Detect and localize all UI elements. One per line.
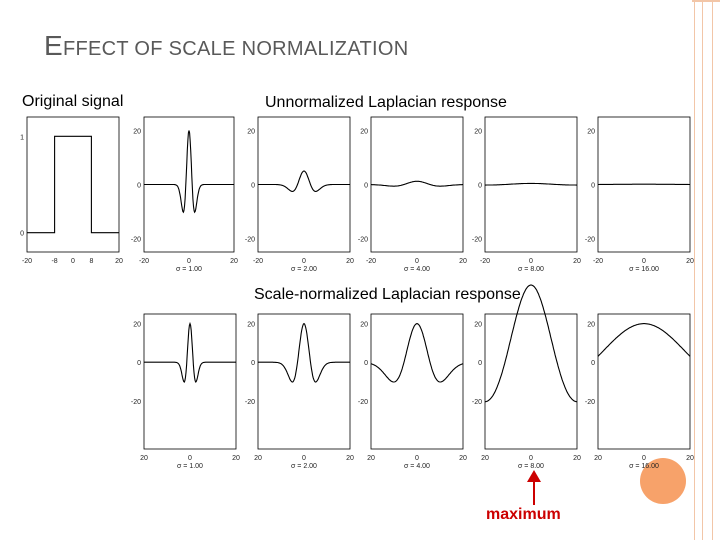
plot-unnormalized-3 xyxy=(358,117,467,273)
y-tick-label: 20 xyxy=(133,321,141,329)
sigma-label: σ = 8.00 xyxy=(518,463,544,470)
y-tick-label: 0 xyxy=(137,182,141,190)
plot-frame xyxy=(371,314,463,449)
y-tick-label: -20 xyxy=(584,398,595,406)
plot-normalized-8 xyxy=(358,314,467,470)
x-tick-label: 20 xyxy=(686,258,694,265)
y-tick-label: 20 xyxy=(474,128,482,136)
y-tick-label: 0 xyxy=(478,182,482,190)
x-tick-label: 20 xyxy=(459,455,467,462)
x-tick-label: 0 xyxy=(642,258,646,265)
x-tick-label: -20 xyxy=(365,258,377,265)
x-tick-label: 0 xyxy=(529,258,533,265)
x-tick-label: 20 xyxy=(254,455,262,462)
y-tick-label: 0 xyxy=(591,360,595,368)
y-tick-label: -20 xyxy=(357,236,368,244)
x-tick-label: 8 xyxy=(89,258,94,265)
x-tick-label: 0 xyxy=(642,455,646,462)
x-tick-label: 0 xyxy=(529,455,533,462)
y-tick-label: -20 xyxy=(471,398,482,406)
y-tick-label: 20 xyxy=(247,128,255,136)
y-tick-label: -20 xyxy=(244,398,255,406)
sigma-label: σ = 16.00 xyxy=(629,463,659,470)
x-tick-label: 20 xyxy=(367,455,375,462)
x-tick-label: 20 xyxy=(232,455,240,462)
y-tick-label: -20 xyxy=(584,236,595,244)
x-tick-label: 0 xyxy=(302,258,306,265)
sigma-label: σ = 1.00 xyxy=(177,463,203,470)
x-tick-label: 20 xyxy=(481,455,489,462)
x-tick-label: -20 xyxy=(21,258,33,265)
original-signal-caption: Original signal xyxy=(22,93,124,110)
x-tick-label: 20 xyxy=(594,455,602,462)
plot-normalized-6 xyxy=(131,314,240,470)
y-tick-label: 0 xyxy=(364,360,368,368)
plot-frame xyxy=(598,314,690,449)
x-tick-label: -8 xyxy=(51,258,58,265)
maximum-arrowhead xyxy=(527,470,541,482)
plot-normalized-9 xyxy=(472,285,581,470)
sigma-label: σ = 4.00 xyxy=(404,266,430,273)
slide-title-rest: FFECT OF SCALE NORMALIZATION xyxy=(62,38,409,60)
y-tick-label: -20 xyxy=(130,236,141,244)
y-tick-label: -20 xyxy=(244,236,255,244)
slide-title-initial: E xyxy=(44,30,63,61)
y-tick-label: 0 xyxy=(364,182,368,190)
plot-frame xyxy=(27,117,119,252)
y-tick-label: 0 xyxy=(478,360,482,368)
sigma-label: σ = 1.00 xyxy=(176,266,202,273)
plot-normalized-7 xyxy=(245,314,354,470)
x-tick-label: -20 xyxy=(592,258,604,265)
x-tick-label: 0 xyxy=(415,258,419,265)
x-tick-label: 0 xyxy=(302,455,306,462)
x-tick-label: 20 xyxy=(686,455,694,462)
y-tick-label: 20 xyxy=(247,321,255,329)
y-tick-label: 20 xyxy=(587,128,595,136)
x-tick-label: -20 xyxy=(138,258,150,265)
plot-frame xyxy=(258,314,350,449)
x-tick-label: 0 xyxy=(188,455,192,462)
plot-unnormalized-2 xyxy=(245,117,354,273)
x-tick-label: 20 xyxy=(115,258,123,265)
y-tick-label: 20 xyxy=(587,321,595,329)
plot-original-0 xyxy=(20,117,123,265)
sigma-label: σ = 4.00 xyxy=(404,463,430,470)
y-tick-label: 0 xyxy=(137,360,141,368)
y-tick-label: 20 xyxy=(474,321,482,329)
x-tick-label: -20 xyxy=(252,258,264,265)
x-tick-label: 20 xyxy=(573,455,581,462)
x-tick-label: 0 xyxy=(71,258,75,265)
y-tick-label: -20 xyxy=(130,398,141,406)
y-tick-label: 1 xyxy=(20,134,24,142)
plot-unnormalized-1 xyxy=(131,117,238,273)
plot-unnormalized-4 xyxy=(472,117,581,273)
y-tick-label: -20 xyxy=(357,398,368,406)
sigma-label: σ = 2.00 xyxy=(291,266,317,273)
sigma-label: σ = 16.00 xyxy=(629,266,659,273)
plot-normalized-10 xyxy=(585,314,694,470)
y-tick-label: 20 xyxy=(360,128,368,136)
y-tick-label: 0 xyxy=(591,182,595,190)
normalized-caption: Scale-normalized Laplacian response xyxy=(254,286,521,303)
x-tick-label: 20 xyxy=(140,455,148,462)
x-tick-label: 20 xyxy=(459,258,467,265)
y-tick-label: -20 xyxy=(471,236,482,244)
sigma-label: σ = 2.00 xyxy=(291,463,317,470)
y-tick-label: 20 xyxy=(360,321,368,329)
maximum-label: maximum xyxy=(486,506,561,523)
x-tick-label: 20 xyxy=(230,258,238,265)
x-tick-label: -20 xyxy=(479,258,491,265)
x-tick-label: 20 xyxy=(346,455,354,462)
sigma-label: σ = 8.00 xyxy=(518,266,544,273)
y-tick-label: 0 xyxy=(251,182,255,190)
x-tick-label: 20 xyxy=(346,258,354,265)
y-tick-label: 20 xyxy=(133,128,141,136)
plot-frame xyxy=(371,117,463,252)
plot-unnormalized-5 xyxy=(585,117,694,273)
y-tick-label: 0 xyxy=(20,230,24,238)
x-tick-label: 20 xyxy=(573,258,581,265)
y-tick-label: 0 xyxy=(251,360,255,368)
x-tick-label: 0 xyxy=(415,455,419,462)
unnormalized-caption: Unnormalized Laplacian response xyxy=(265,94,507,111)
plot-frame xyxy=(144,314,236,449)
x-tick-label: 0 xyxy=(187,258,191,265)
